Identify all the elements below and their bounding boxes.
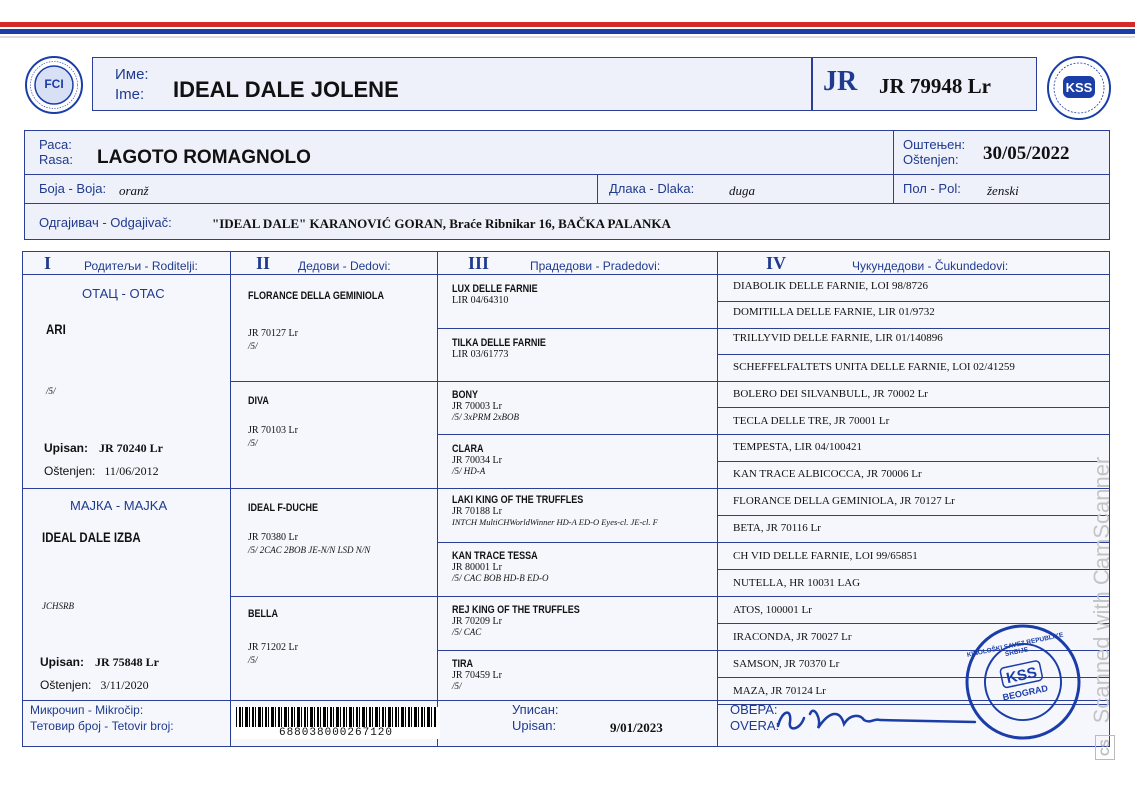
stamp-ring-text: KINOLOŠKI SAVEZ REPUBLIKE SRBIJE [966,631,1065,659]
sire-ostenjen-value: 11/06/2012 [104,464,159,478]
gg-ancestor: SAMSON, JR 70370 Lr [733,658,840,670]
great-grandparent-8 [452,658,502,691]
breed-value: LAGOTO ROMAGNOLO [97,147,311,168]
grandparent-name: FLORANCE DELLA GEMINIOLA [248,290,384,302]
name-label-lat: Ime: [115,86,145,103]
sire-upisan [44,441,163,456]
signature [770,690,980,740]
fci-logo-text: FCI [44,77,64,91]
overa-label-cyr: ОВЕРА: [730,702,778,717]
ggp-reg: JR 70459 Lr [452,670,502,681]
ggp-name: BONY [452,389,479,401]
ggp-name: LAKI KING OF THE TRUFFLES [452,494,584,506]
gg-ancestor: BOLERO DEI SILVANBULL, JR 70002 Lr [733,388,928,400]
col2-number: II [256,253,271,273]
great-grandparent-4 [452,443,502,476]
great-grandparent-7 [452,604,608,637]
sex-value: ženski [987,183,1019,198]
ggp-name: TIRA [452,658,474,670]
breed-block [24,130,1110,240]
whelped-label-cyr: Оштењен: [903,137,966,152]
great-grandparent-5 [452,494,658,527]
sire-title: ОТАЦ - OTAC [82,286,165,301]
grandparent-info: /5/ [248,655,258,665]
sire-ostenjen-label: Oštenjen: [44,464,96,478]
dam-title: МАЈКА - MAJKA [70,498,168,513]
grandparent-reg: JR 71202 Lr [248,642,298,653]
fci-logo [24,55,84,115]
grandparent-3 [248,502,370,555]
breed-label-cyr: Раса: [39,137,72,152]
sire-ostenjen [44,464,159,479]
ggp-name: LUX DELLE FARNIE [452,283,538,295]
stamp-center: KSS [1004,664,1039,688]
dam-upisan [40,655,159,670]
gg-ancestor: KAN TRACE ALBICOCCA, JR 70006 Lr [733,468,922,480]
gg-ancestor: TECLA DELLE TRE, JR 70001 Lr [733,415,890,427]
col4-label: Чукундедови - Čukundedovi: [852,259,1009,273]
whelped-value: 30/05/2022 [983,143,1070,164]
sire-name: ARI [46,321,66,337]
dam-name: IDEAL DALE IZBA [42,529,141,545]
name-box [92,57,812,111]
col3-number: III [468,253,490,273]
ggp-reg: JR 70034 Lr [452,455,502,466]
ggp-reg: JR 70003 Lr [452,401,502,412]
grandparent-4 [248,608,298,665]
grandparent-name: IDEAL F-DUCHE [248,502,318,514]
gg-ancestor: BETA, JR 70116 Lr [733,522,821,534]
grandparent-reg: JR 70380 Lr [248,532,298,543]
ggp-info: /5/ CAC [452,627,482,637]
col3-label: Прадедови - Pradedovi: [530,259,661,273]
gg-ancestor: NUTELLA, HR 10031 LAG [733,577,861,589]
dam-titles: JCHSRB [42,601,74,611]
ggp-name: CLARA [452,443,484,455]
whelped-label-lat: Oštenjen: [903,152,959,167]
camscanner-logo: CS [1095,735,1115,760]
gg-ancestor: TRILLYVID DELLE FARNIE, LIR 01/140896 [733,332,943,344]
barcode-number: 688038000267120 [278,727,394,739]
kss-logo-text: KSS [1065,80,1093,95]
upisan-date: 9/01/2023 [610,720,663,735]
stamp-city: BEOGRAD [1001,683,1049,703]
grandparent-name: DIVA [248,395,269,407]
name-label-cyr: Име: [115,66,149,83]
col4-number: IV [766,253,787,273]
coat-value: duga [729,183,755,198]
sex-label: Пол - Pol: [903,181,961,196]
upisan-label-cyr: Уписан: [512,702,559,717]
sire-upisan-value: JR 70240 Lr [99,441,164,455]
gg-ancestor: DOMITILLA DELLE FARNIE, LIR 01/9732 [733,306,935,318]
sire-hd: /5/ [46,386,56,396]
color-value: oranž [119,183,149,198]
dam-ostenjen-label: Oštenjen: [40,678,92,692]
breeder-label: Одгајивач - Odgajivač: [39,215,172,230]
overa-label-lat: OVERA: [730,718,780,733]
gg-ancestor: IRACONDA, JR 70027 Lr [733,631,852,643]
great-grandparent-1 [452,283,557,306]
grandparent-name: BELLA [248,608,279,620]
camscanner-text: Scanned with CamScanner [1089,456,1114,724]
ggp-name: REJ KING OF THE TRUFFLES [452,604,580,616]
gg-ancestor: ATOS, 100001 Lr [733,604,812,616]
col2-label: Дедови - Dedovi: [298,259,391,273]
registration-prefix: JR [823,66,858,97]
dam-ostenjen-value: 3/11/2020 [100,678,149,692]
ggp-info: INTCH MultiCHWorldWinner HD-A ED-O Eyes-cl. JE-cl. F [452,517,658,527]
ggp-reg: JR 70188 Lr [452,506,502,517]
ggp-reg: LIR 03/61773 [452,349,509,360]
ggp-info: /5/ CAC BOB HD-B ED-O [452,573,549,583]
gg-ancestor: FLORANCE DELLA GEMINIOLA, JR 70127 Lr [733,495,955,507]
ggp-reg: JR 70209 Lr [452,616,502,627]
grandparent-1 [248,290,414,351]
grandparent-reg: JR 70127 Lr [248,328,298,339]
grandparent-info: /5/ [248,438,258,448]
registration-number: JR 79948 Lr [879,74,991,98]
grandparent-reg: JR 70103 Lr [248,425,298,436]
col1-label: Родитељи - Roditelji: [84,259,198,273]
color-label: Боја - Boja: [39,181,107,196]
kss-logo [1046,55,1112,121]
kss-stamp [952,611,1094,753]
grandparent-2 [248,395,298,448]
barcode [232,707,440,739]
dam-upisan-value: JR 75848 Lr [95,655,160,669]
registration-box [812,57,1037,111]
dam-ostenjen [40,678,149,693]
top-flag-stripes [0,0,1135,40]
dam-upisan-label: Upisan: [40,655,85,669]
col1-number: I [44,253,52,273]
ggp-reg: LIR 04/64310 [452,295,509,306]
gg-ancestor: DIABOLIK DELLE FARNIE, LOI 98/8726 [733,280,929,292]
ggp-info: /5/ HD-A [452,466,486,476]
grandparent-info: /5/ 2CAC 2BOB JE-N/N LSD N/N [248,545,371,555]
camscanner-watermark [1089,457,1115,760]
upisan-label-lat: Upisan: [512,718,557,733]
ggp-reg: JR 80001 Lr [452,562,502,573]
tattoo-label: Тетовир број - Tetovir broj: [30,719,174,733]
breeder-value: "IDEAL DALE" KARANOVIĆ GORAN, Braće Ribnikar 16, BAČKA PALANKA [212,216,671,231]
microchip-label: Микрочип - Mikročip: [30,703,144,717]
gg-ancestor: MAZA, JR 70124 Lr [733,685,826,697]
great-grandparent-2 [452,337,566,360]
ggp-name: KAN TRACE TESSA [452,550,538,562]
gg-ancestor: SCHEFFELFALTETS UNITA DELLE FARNIE, LOI 02/41259 [733,361,1015,373]
gg-ancestor: CH VID DELLE FARNIE, LOI 99/65851 [733,550,918,562]
grandparent-info: /5/ [248,341,258,351]
dog-name: IDEAL DALE JOLENE [173,77,399,102]
ggp-info: /5/ 3xPRM 2xBOB [452,412,519,422]
ggp-name: TILKA DELLE FARNIE [452,337,546,349]
great-grandparent-6 [452,550,557,583]
gg-ancestor: TEMPESTA, LIR 04/100421 [733,441,862,453]
ggp-info: /5/ [452,681,462,691]
sire-upisan-label: Upisan: [44,441,89,455]
breed-label-lat: Rasa: [39,152,73,167]
coat-label: Длака - Dlaka: [609,181,695,196]
great-grandparent-3 [452,389,519,422]
